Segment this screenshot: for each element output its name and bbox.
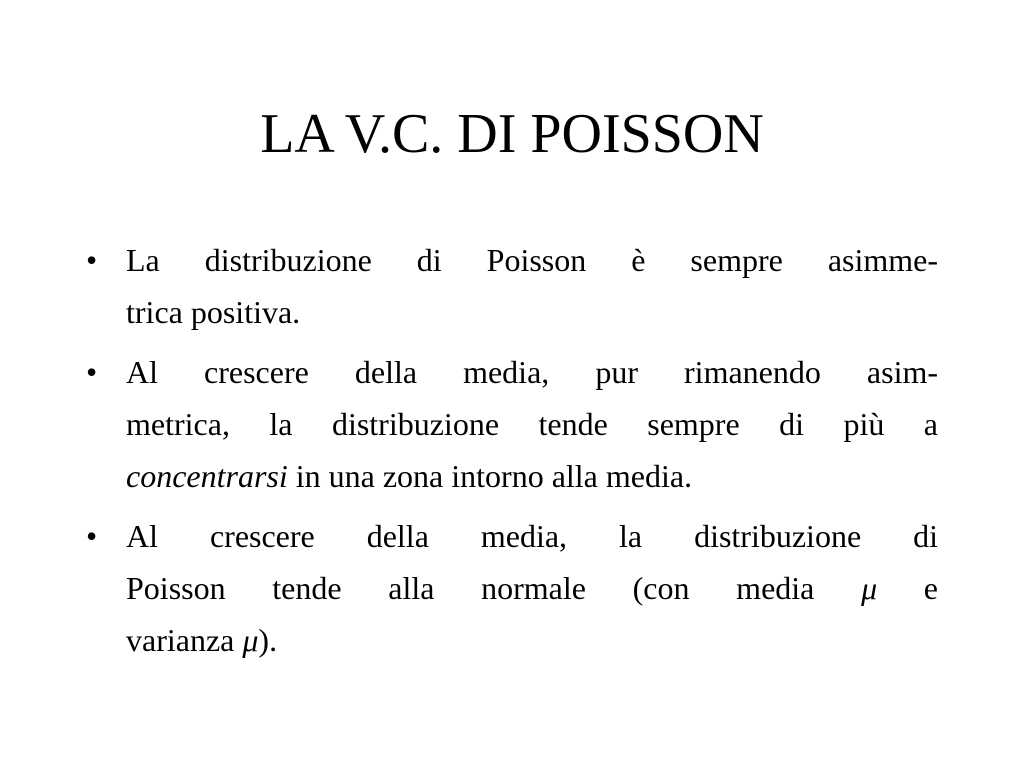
bullet-3-line-3-a: varianza — [126, 622, 243, 658]
bullet-item-3 — [86, 510, 938, 666]
bullet-marker: • — [86, 242, 98, 278]
bullet-item-2 — [86, 346, 938, 502]
bullet-3-line-2-text: Poisson tende alla normale (con media — [126, 570, 815, 606]
bullet-1-line-2: trica positiva. — [126, 294, 301, 330]
bullet-3-line-3-b: ). — [258, 622, 278, 658]
bullet-2-line-1: Al crescere della media, pur rimanendo asim- — [126, 354, 938, 390]
bullet-3-line-1: Al crescere della media, la distribuzione di — [126, 518, 938, 554]
bullet-2-line-3-rest: in una zona intorno alla media. — [287, 458, 693, 494]
bullet-marker: • — [86, 518, 98, 554]
bullet-1-line-1: La distribuzione di Poisson è sempre asimme- — [126, 242, 938, 278]
bullet-3-line-3 — [126, 614, 938, 666]
bullet-2-line-3 — [126, 450, 938, 502]
bullet-marker: • — [86, 354, 98, 390]
slide-title: LA V.C. DI POISSON — [260, 103, 764, 165]
bullet-2-line-2: metrica, la distribuzione tende sempre di più a — [126, 406, 938, 442]
mu-symbol: μ — [861, 570, 878, 606]
bullet-3-line-2-tail: e — [877, 570, 939, 606]
bullet-item-1 — [86, 234, 938, 338]
bullet-list — [86, 234, 938, 674]
bullet-3-line-2 — [126, 562, 938, 614]
mu-symbol: μ — [242, 622, 259, 658]
italic-term: concentrarsi — [126, 458, 288, 494]
